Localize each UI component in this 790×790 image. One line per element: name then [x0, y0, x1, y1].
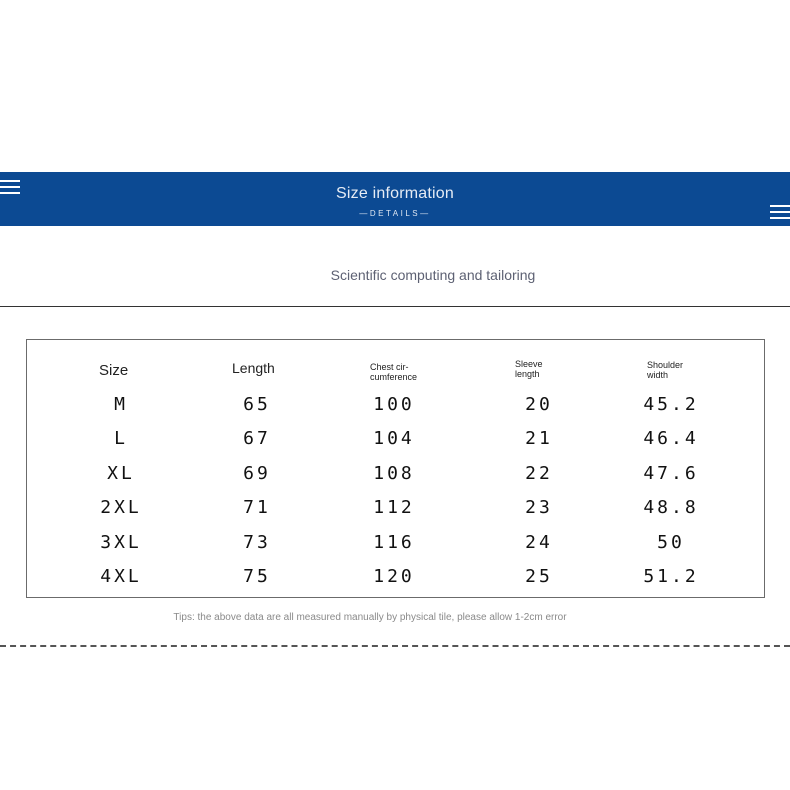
tagline: Scientific computing and tailoring [330, 267, 536, 283]
cell-chest: 100 [373, 394, 415, 415]
cell-length: 69 [243, 463, 271, 484]
table-row [27, 463, 764, 493]
dashed-divider [0, 645, 790, 647]
cell-shoulder: 50 [657, 532, 685, 553]
table-row [27, 497, 764, 527]
cell-shoulder: 47.6 [643, 463, 699, 484]
column-header-shoulder: Shoulder width [647, 360, 684, 380]
cell-chest: 116 [373, 532, 415, 553]
cell-sleeve: 23 [525, 497, 553, 518]
cell-size: 3XL [100, 532, 142, 553]
cell-chest: 104 [373, 428, 415, 449]
cell-chest: 120 [373, 566, 415, 587]
table-row [27, 566, 764, 596]
cell-size: L [114, 428, 128, 449]
cell-chest: 112 [373, 497, 415, 518]
table-row [27, 394, 764, 424]
page-subtitle: —DETAILS— [359, 209, 431, 218]
cell-size: M [114, 394, 128, 415]
cell-sleeve: 21 [525, 428, 553, 449]
column-header-length: Length [232, 360, 275, 376]
cell-length: 71 [243, 497, 271, 518]
measurement-tip: Tips: the above data are all measured manually by physical tile, please allow 1-2cm error [173, 612, 567, 623]
header-banner [0, 172, 790, 226]
column-header-sleeve: Sleeve length [515, 359, 543, 379]
cell-size: XL [107, 463, 135, 484]
cell-shoulder: 45.2 [643, 394, 699, 415]
cell-sleeve: 22 [525, 463, 553, 484]
cell-length: 73 [243, 532, 271, 553]
cell-sleeve: 25 [525, 566, 553, 587]
column-header-size: Size [99, 362, 129, 379]
cell-size: 4XL [100, 566, 142, 587]
size-table [26, 339, 765, 598]
cell-shoulder: 51.2 [643, 566, 699, 587]
divider [0, 306, 790, 307]
table-row [27, 428, 764, 458]
page-title: Size information [336, 185, 454, 202]
cell-length: 67 [243, 428, 271, 449]
cell-sleeve: 20 [525, 394, 553, 415]
cell-size: 2XL [100, 497, 142, 518]
table-row [27, 532, 764, 562]
cell-length: 65 [243, 394, 271, 415]
cell-shoulder: 48.8 [643, 497, 699, 518]
cell-shoulder: 46.4 [643, 428, 699, 449]
cell-chest: 108 [373, 463, 415, 484]
column-header-chest: Chest cir- cumference [370, 362, 418, 382]
cell-sleeve: 24 [525, 532, 553, 553]
cell-length: 75 [243, 566, 271, 587]
